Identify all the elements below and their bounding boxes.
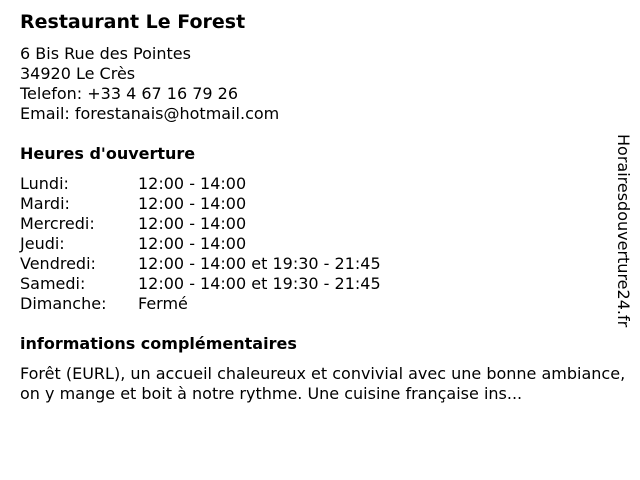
time-value: 12:00 - 14:00 [138, 194, 247, 213]
day-label: Lundi: [20, 174, 69, 193]
time-value: 12:00 - 14:00 [138, 174, 247, 193]
hours-row-sunday [20, 294, 381, 314]
phone-number: Telefon: +33 4 67 16 79 26 [20, 84, 239, 103]
time-value: 12:00 - 14:00 et 19:30 - 21:45 [138, 254, 381, 273]
time-value: 12:00 - 14:00 [138, 214, 247, 233]
hours-row-wednesday [20, 214, 381, 234]
time-value: Fermé [138, 294, 188, 313]
day-label: Vendredi: [20, 254, 96, 273]
site-watermark: Horairesdouverture24.fr [614, 134, 633, 328]
hours-row-friday [20, 254, 381, 274]
address-block [20, 44, 279, 124]
street-address: 6 Bis Rue des Pointes [20, 44, 191, 63]
hours-row-saturday [20, 274, 381, 294]
time-value: 12:00 - 14:00 [138, 234, 247, 253]
day-label: Mardi: [20, 194, 70, 213]
hours-row-tuesday [20, 194, 381, 214]
description-text: Forêt (EURL), un accueil chaleureux et convivial avec une bonne ambiance, on y mange et boit à notre rythme. Une cuisine française ins... [20, 364, 626, 403]
day-label: Samedi: [20, 274, 86, 293]
hours-row-monday [20, 174, 381, 194]
time-value: 12:00 - 14:00 et 19:30 - 21:45 [138, 274, 381, 293]
restaurant-name: Restaurant Le Forest [20, 11, 246, 33]
info-heading: informations complémentaires [20, 334, 297, 353]
day-label: Mercredi: [20, 214, 95, 233]
hours-row-thursday [20, 234, 381, 254]
day-label: Jeudi: [20, 234, 65, 253]
email-address: Email: forestanais@hotmail.com [20, 104, 280, 123]
hours-heading: Heures d'ouverture [20, 144, 196, 163]
opening-hours-list [20, 174, 381, 314]
city-postal: 34920 Le Crès [20, 64, 136, 83]
day-label: Dimanche: [20, 294, 107, 313]
